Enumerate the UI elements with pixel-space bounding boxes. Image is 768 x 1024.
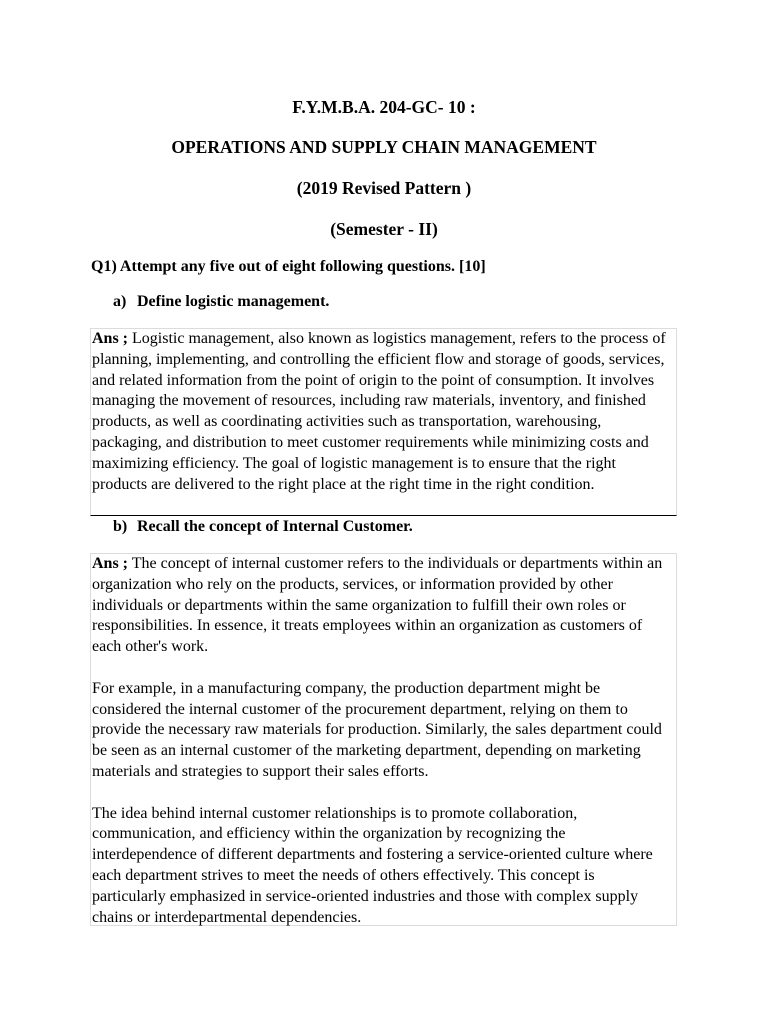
answer-a-paragraph-1 bbox=[92, 329, 672, 495]
answer-b-label: Ans ; bbox=[92, 555, 129, 572]
pattern-heading: (2019 Revised Pattern ) bbox=[296, 178, 472, 198]
subject-heading: OPERATIONS AND SUPPLY CHAIN MANAGEMENT bbox=[171, 137, 597, 157]
answer-b-paragraph-3: The idea behind internal customer relationships is to promote collaboration, communication, and efficiency within the organization by recognizing the interdependence of different departments and fostering a service-oriented culture where each department strives to meet the needs of others effectively. This concept is particularly emphasized in service-oriented industries and those with complex supply chains or interdepartmental dependencies. bbox=[92, 804, 653, 926]
course-code-heading: F.Y.M.B.A. 204-GC- 10 : bbox=[292, 97, 476, 117]
answer-b-paragraph-1 bbox=[92, 554, 672, 658]
answer-b-box bbox=[90, 553, 677, 926]
question-b-text: Recall the concept of Internal Customer. bbox=[137, 518, 413, 535]
question-a-letter: a) bbox=[113, 293, 127, 310]
answer-a-label: Ans ; bbox=[92, 330, 129, 347]
answer-a-text: Logistic management, also known as logistics management, refers to the process of planning, implementing, and controlling the efficient flow and storage of goods, services, and related information from the point of origin to the point of consumption. It involves managing the movement of resources, including raw materials, inventory, and finished products, as well as coordinating activities such as transportation, warehousing, packaging, and distribution to meet customer requirements while minimizing costs and maximizing efficiency. The goal of logistic management is to ensure that the right products are delivered to the right place at the right time in the right condition. bbox=[92, 330, 666, 493]
answer-b-paragraph-2: For example, in a manufacturing company, the production department might be considered the internal customer of the procurement department, relying on them to provide the necessary raw materials for production. Similarly, the sales department could be seen as an internal customer of the marketing department, depending on marketing materials and strategies to support their sales efforts. bbox=[92, 679, 662, 780]
question-1-instruction: Q1) Attempt any five out of eight following questions. [10] bbox=[91, 258, 486, 275]
semester-heading: (Semester - II) bbox=[330, 219, 438, 239]
question-b-letter: b) bbox=[113, 518, 128, 535]
question-a bbox=[113, 292, 329, 312]
answer-b-text-1: The concept of internal customer refers to the individuals or departments within an organization who rely on the products, services, or information provided by other individuals or departments within the same organization to fulfill their own roles or responsibilities. In essence, it treats employees within an organization as customers of each other's work. bbox=[92, 555, 663, 656]
question-b bbox=[113, 517, 413, 537]
question-a-text: Define logistic management. bbox=[137, 293, 330, 310]
answer-a-box bbox=[90, 328, 677, 516]
